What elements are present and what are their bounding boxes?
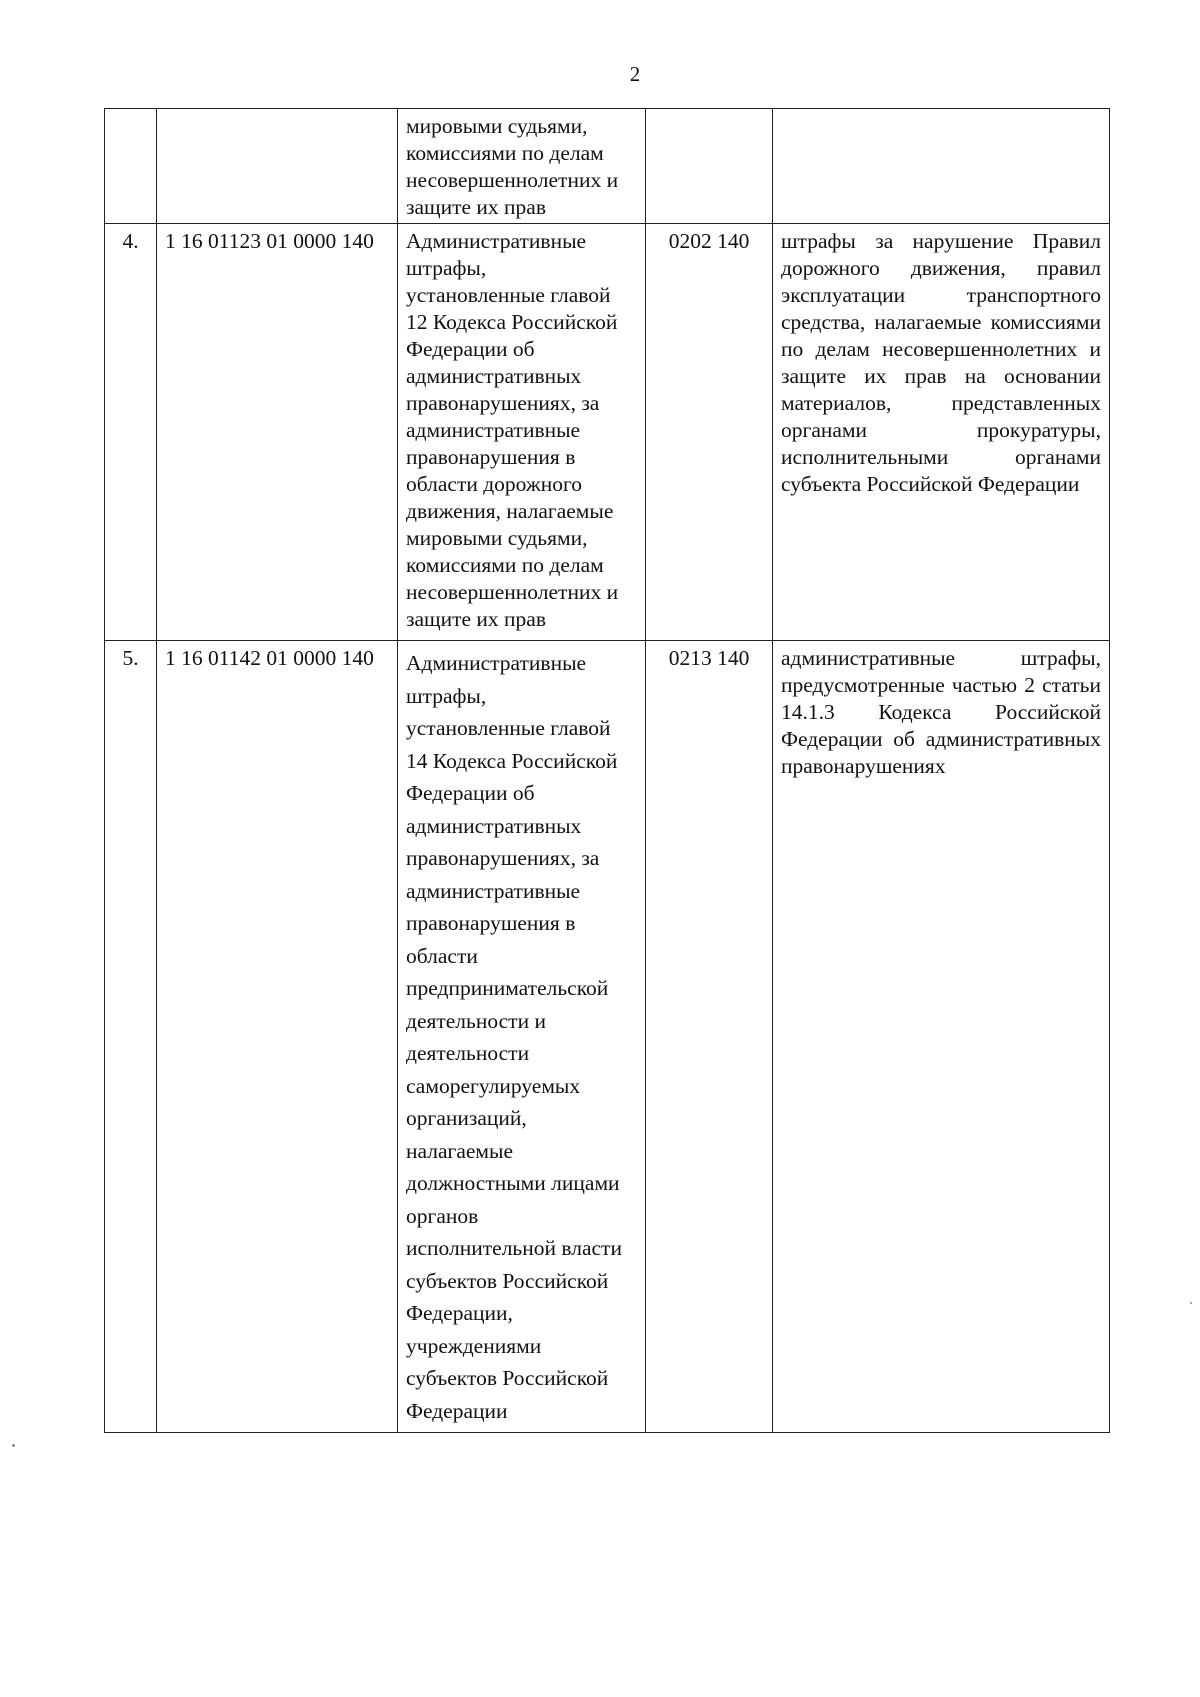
text-line: 14 Кодекса Российской — [406, 748, 618, 773]
text-line: несовершеннолетних и — [406, 168, 619, 192]
budget-code — [157, 109, 398, 224]
text-line: Федерации об — [406, 781, 535, 805]
text-line: установленные главой — [406, 716, 611, 740]
revenue-name — [398, 224, 646, 641]
budget-code: 1 16 01142 01 0000 140 — [157, 641, 398, 1433]
text-line: области дорожного — [406, 472, 583, 496]
row-number: 4. — [105, 224, 157, 641]
text-line: Федерации — [406, 1398, 508, 1423]
budget-code: 1 16 01123 01 0000 140 — [157, 224, 398, 641]
revenue-codes-table — [104, 108, 1110, 1433]
subcode: 0202 140 — [646, 224, 773, 641]
text-line: органов — [406, 1203, 479, 1228]
text-line: административных — [406, 813, 582, 838]
text-line: мировыми судьями, — [406, 114, 588, 138]
page-number: 2 — [629, 62, 641, 86]
text-line: защите их прав — [406, 195, 546, 219]
row-number — [105, 109, 157, 224]
text-line: Федерации, — [406, 1301, 513, 1325]
revenue-name — [398, 109, 646, 224]
text-line: защите их прав — [406, 607, 546, 631]
text-line: области — [406, 943, 478, 968]
text-line: административных — [406, 364, 582, 388]
text-line: субъектов Российской — [406, 1366, 609, 1390]
text-line: административные — [406, 418, 581, 442]
description: административные штрафы, предусмотренные частью 2 статьи 14.1.3 Кодекса Российской Федерации об административных правонарушениях — [773, 641, 1110, 1433]
text-line: правонарушения в — [406, 445, 576, 469]
text-line: мировыми судьями, — [406, 526, 588, 550]
scan-speck — [1190, 1302, 1192, 1304]
text-line: комиссиями по делам — [406, 553, 604, 577]
text-line: движения, налагаемые — [406, 499, 614, 523]
text-line: учреждениями — [406, 1333, 542, 1358]
text-line: несовершеннолетних и — [406, 580, 619, 604]
row-number: 5. — [105, 641, 157, 1433]
text-line: Федерации об — [406, 337, 535, 361]
text-line: деятельности и — [406, 1008, 546, 1033]
description: штрафы за нарушение Правил дорожного движения, правил эксплуатации транспортного средства, налагаемые комиссиями по делам несовершеннолетних и защите их прав на основании материалов, представленных органами прокуратуры, исполнительными органами субъекта Российской Федерации — [773, 224, 1110, 641]
table-row — [105, 224, 1110, 641]
revenue-name — [398, 641, 646, 1433]
text-line: исполнительной власти — [406, 1236, 622, 1260]
text-line: установленные главой — [406, 283, 611, 307]
text-line: субъектов Российской — [406, 1268, 609, 1293]
table-row — [105, 109, 1110, 224]
text-line: предпринимательской — [406, 976, 609, 1000]
text-line: штрафы, — [406, 683, 487, 708]
text-line: Административные — [406, 651, 587, 675]
text-line: саморегулируемых — [406, 1073, 581, 1098]
text-line: административные — [406, 878, 581, 903]
description — [773, 109, 1110, 224]
scan-speck — [12, 1444, 15, 1447]
text-line: деятельности — [406, 1041, 530, 1065]
text-line: организаций, — [406, 1106, 527, 1130]
text-line: 12 Кодекса Российской — [406, 310, 618, 334]
text-line: правонарушения в — [406, 911, 576, 935]
table-row — [105, 641, 1110, 1433]
text-line: Административные — [406, 229, 587, 253]
text-line: должностными лицами — [406, 1171, 620, 1195]
text-line: правонарушениях, за — [406, 391, 600, 415]
text-line: налагаемые — [406, 1138, 514, 1163]
text-line: правонарушениях, за — [406, 846, 600, 870]
subcode — [646, 109, 773, 224]
subcode: 0213 140 — [646, 641, 773, 1433]
text-line: штрафы, — [406, 256, 487, 280]
text-line: комиссиями по делам — [406, 141, 604, 165]
